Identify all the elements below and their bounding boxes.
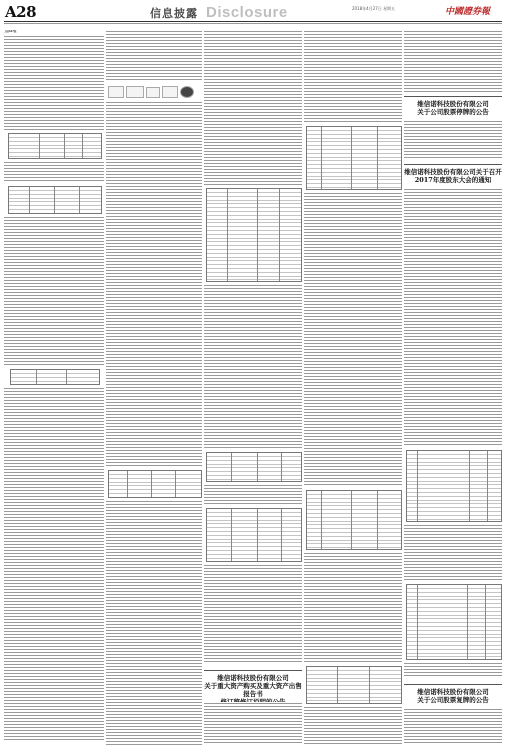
product-image [126,86,144,98]
column-1 [4,30,104,745]
title-line: 关于公司股票停牌的公告 [417,108,489,116]
body-text [4,387,104,742]
title-line: 维信诺科技股份有限公司 [417,688,489,696]
body-text [404,708,502,744]
header-rule [4,21,502,22]
title-line: 2017年度股东大会的通知 [414,176,492,184]
body-text [204,702,302,744]
body-text [4,35,104,130]
body-text [304,552,402,662]
section-title-cn: 信息披露 [150,7,198,20]
product-image [108,86,124,98]
data-table [10,369,100,385]
body-text [4,216,104,366]
body-text [4,161,104,183]
newspaper-logo: 中國證券報 [445,7,491,17]
data-table [8,186,102,214]
page-number: A28 [5,3,37,21]
body-text [106,30,202,82]
body-text [304,30,402,122]
data-table [8,133,102,159]
body-text [304,192,402,487]
data-table [406,584,502,660]
body-text [404,188,502,446]
body-text [106,500,202,745]
body-text [404,30,502,92]
column-5 [404,30,502,745]
continued-label: 上接A27版 [4,30,17,33]
data-table [108,470,202,498]
body-text [204,30,302,185]
issue-date: 2018年4月27日 星期五 [352,6,396,11]
announcement-title [404,100,502,116]
body-text [404,662,502,678]
body-text [204,564,302,664]
section-title-en: Disclosure [206,4,288,21]
body-text [204,484,302,504]
section-divider [404,684,502,685]
column-3 [204,30,302,745]
body-text [304,706,402,744]
page-header [0,0,506,26]
column-2 [106,30,202,745]
product-image [146,87,160,98]
header-rule-thin [4,23,502,24]
section-divider [204,670,302,671]
title-line: 维信诺科技股份有限公司关于召开 [404,168,502,176]
data-table [206,188,302,282]
data-table [306,666,402,704]
title-line: 维信诺科技股份有限公司 [417,100,489,108]
product-image [180,86,194,98]
product-image [162,86,178,98]
body-text [404,524,502,580]
body-text [404,120,502,160]
data-table [406,450,502,522]
title-line: 关于公司股票复牌的公告 [417,696,489,704]
data-table [306,490,402,550]
column-4 [304,30,402,745]
data-table [206,508,302,562]
title-line: 关于重大资产购买及重大资产出售报告书 [204,682,302,698]
title-line: 维信诺科技股份有限公司 [217,674,289,682]
section-divider [404,164,502,165]
announcement-title [404,168,502,184]
section-divider [404,96,502,97]
announcement-title [404,688,502,704]
data-table [206,452,302,482]
data-table [306,126,402,190]
body-text [204,284,302,449]
body-text [106,101,202,466]
